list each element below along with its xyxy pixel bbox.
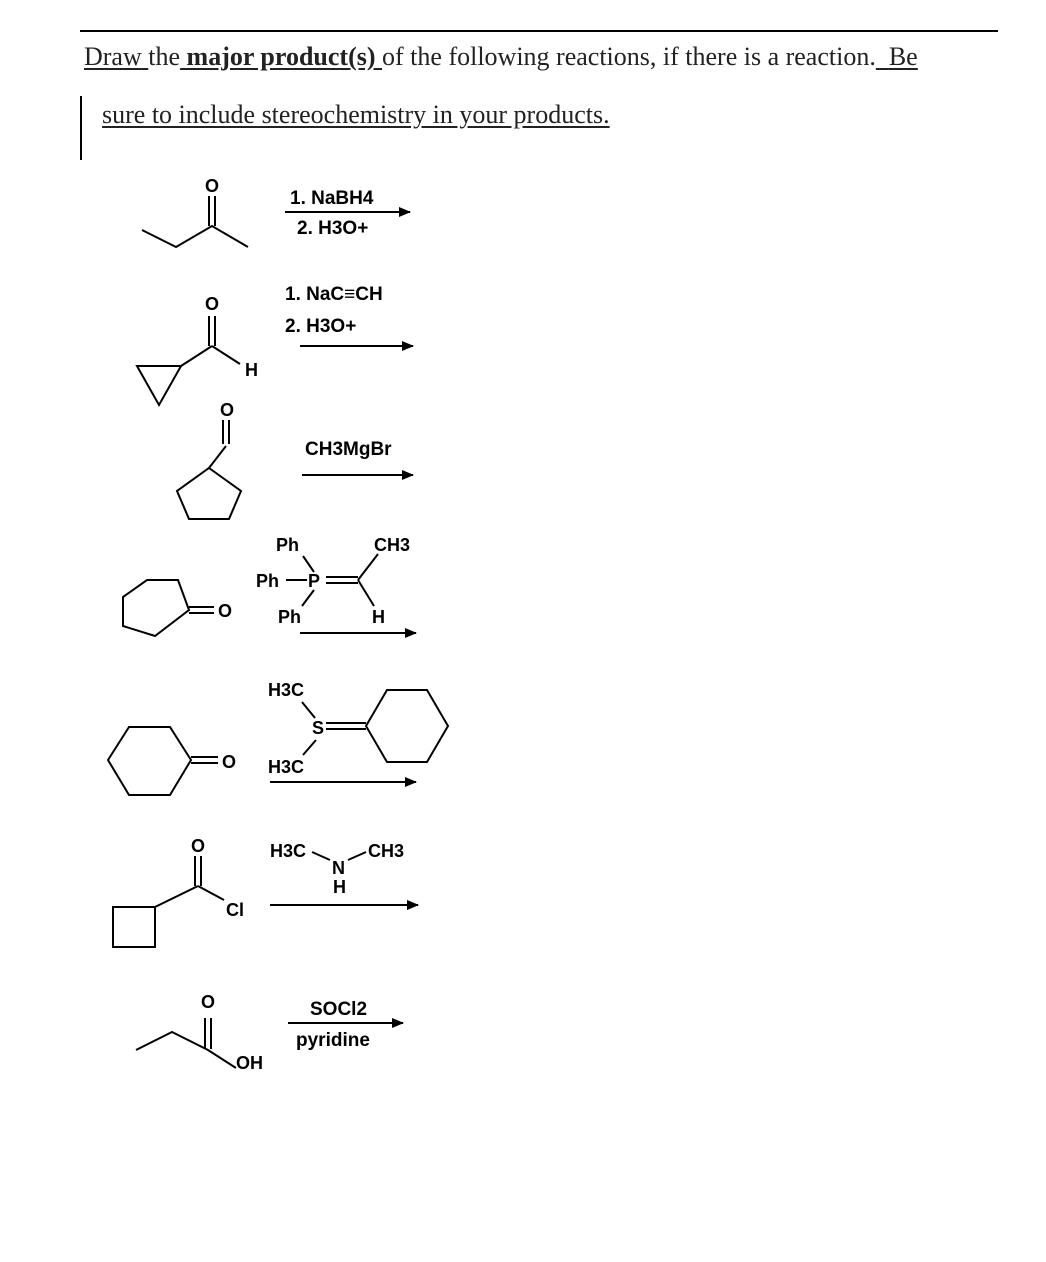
hydrogen-label: H [333,877,346,897]
oxygen-label: O [222,752,237,772]
oxygen-label: O [190,836,206,856]
reagent-grignard: CH3MgBr [305,439,392,460]
instruction-line-2: sure to include stereochemistry in your products. [102,100,610,129]
reactant-7-structure [136,992,263,1073]
methyl-label-left: H3C [270,841,307,861]
reaction-1 [142,176,410,247]
reaction-7 [136,992,403,1073]
reaction-4 [123,535,416,636]
reagent-pyridine: pyridine [296,1030,370,1051]
oxygen-label: O [204,176,220,196]
oxygen-label: O [219,400,235,420]
hydrogen-label: H [245,360,258,380]
reagent-step-1: 1. NaBH4 [290,188,374,209]
reagent-step-2: 2. H3O+ [297,218,369,239]
instruction-middle-text: of the following reactions, if there is a reaction. [382,42,876,71]
sulfur-label: S [312,718,325,738]
reagent-step-2: 2. H3O+ [285,316,357,337]
methyl-label: CH3 [374,535,411,555]
oxygen-label: O [204,294,220,314]
reactant-3-structure [177,400,241,519]
oxygen-label: O [218,601,233,621]
hydrogen-label: H [372,607,385,627]
phenyl-label-bottom: Ph [278,607,302,627]
phosphorus-label: P [308,571,321,591]
instruction-major-products: major product(s) [186,42,376,71]
oxygen-label: O [200,992,216,1012]
reaction-6 [113,836,418,947]
methyl-label-right: CH3 [368,841,405,861]
chlorine-label: Cl [226,900,244,920]
reactant-4-structure [123,580,232,636]
hydroxyl-label: OH [236,1053,263,1073]
reagent-step-1: 1. NaC≡CH [285,284,383,305]
reactant-2-structure [137,294,258,405]
reactant-5-structure [108,727,236,795]
reaction-2 [137,284,413,405]
reactant-1-structure [142,176,248,247]
methyl-label-top: H3C [268,680,305,700]
phenyl-label-left: Ph [256,571,280,591]
reaction-3 [177,400,413,519]
reagent-thionyl-chloride: SOCl2 [310,999,368,1020]
sulfur-ylide-structure [268,680,448,777]
reactant-6-structure [113,836,244,947]
methyl-label-bottom: H3C [268,757,305,777]
nitrogen-label: N [332,858,345,878]
instruction-word-draw: Draw [84,42,142,71]
instruction-word-be: Be [888,42,918,71]
phenyl-label-top: Ph [276,535,300,555]
reaction-5 [108,680,448,795]
wittig-ylide-structure [256,535,410,627]
dimethylamine-structure [270,841,404,897]
instruction-word-the: the [148,42,181,71]
